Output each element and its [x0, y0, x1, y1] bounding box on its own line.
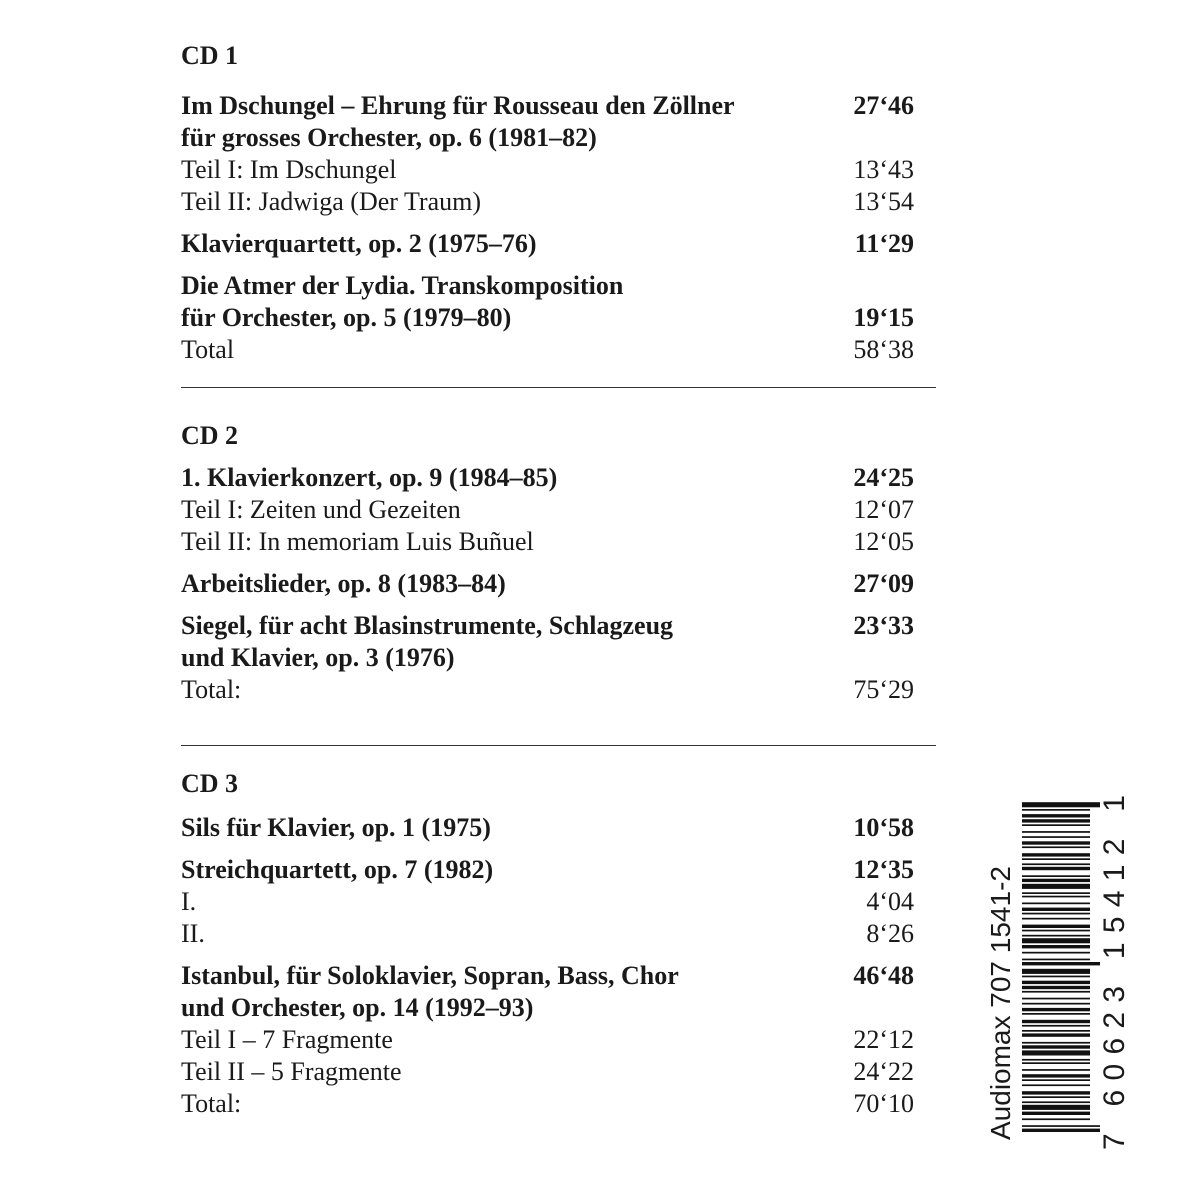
- work-duration: 11‘29: [854, 229, 914, 258]
- barcode-bar: [1022, 1079, 1090, 1081]
- barcode-bar: [1022, 809, 1090, 811]
- divider: [181, 387, 936, 388]
- barcode-bar: [1022, 879, 1090, 882]
- barcode-bar: [1022, 1105, 1090, 1110]
- barcode: [982, 790, 1132, 1150]
- cd-title: CD 3: [181, 769, 239, 798]
- barcode-bar: [1022, 884, 1090, 889]
- barcode-bar: [1022, 1020, 1090, 1023]
- work-duration: 19‘15: [853, 303, 914, 332]
- work-title: Klavierquartett, op. 2 (1975–76) 11‘29: [181, 229, 914, 258]
- barcode-bar: [1022, 814, 1090, 817]
- cd-1-section: [181, 40, 914, 366]
- work-duration: 10‘58: [853, 813, 914, 842]
- work-duration: 12‘35: [853, 855, 914, 884]
- movement: Teil I: Im Dschungel 13‘43: [181, 155, 914, 184]
- work-duration: 46‘48: [853, 961, 914, 990]
- movement: Teil I: Zeiten und Gezeiten 12‘07: [181, 495, 914, 524]
- barcode-bar: [1022, 1059, 1090, 1061]
- barcode-bar: [1022, 925, 1090, 928]
- work-title: Siegel, für acht Blasinstrumente, Schlagzeug und Klavier, op. 3 (1976) 23‘33: [181, 611, 914, 672]
- movement: Teil II – 5 Fragmente 24‘22: [181, 1057, 914, 1086]
- barcode-bar: [1022, 976, 1090, 978]
- barcode-bar: [1022, 1118, 1090, 1120]
- barcode-bar: [1022, 802, 1100, 807]
- barcode-bar: [1022, 1030, 1090, 1032]
- barcode-bar: [1022, 981, 1090, 984]
- barcode-bar: [1022, 1013, 1090, 1015]
- barcode-bar: [1022, 892, 1090, 894]
- barcode-bar: [1022, 1003, 1090, 1005]
- work-title: Streichquartett, op. 7 (1982) 12‘35: [181, 855, 914, 884]
- barcode-bar: [1022, 1112, 1090, 1115]
- barcode-bar: [1022, 875, 1090, 877]
- work-duration: 23‘33: [853, 611, 914, 640]
- cd-2-section: [181, 420, 914, 706]
- barcode-bar: [1022, 959, 1090, 961]
- barcode-bar: [1022, 1125, 1100, 1127]
- barcode-bar: [1022, 831, 1090, 833]
- total-row: Total: 70‘10: [181, 1089, 914, 1118]
- barcode-digits: 7 60623 15412 1: [1098, 795, 1131, 1150]
- barcode-bar: [1022, 1096, 1090, 1098]
- barcode-bar: [1022, 1062, 1090, 1064]
- barcode-bar: [1022, 841, 1090, 844]
- barcode-bar: [1022, 896, 1090, 898]
- divider: [181, 745, 936, 746]
- barcode-bar: [1022, 945, 1090, 948]
- movement: Teil II: In memoriam Luis Buñuel 12‘05: [181, 527, 914, 556]
- barcode-bar: [1022, 1091, 1090, 1094]
- barcode-bar: [1022, 935, 1090, 937]
- barcode-bar: [1022, 969, 1090, 974]
- barcode-graphic: [982, 790, 1132, 1150]
- barcode-bar: [1022, 998, 1090, 1000]
- barcode-bar: [1022, 1008, 1090, 1011]
- barcode-bar: [1022, 991, 1090, 993]
- movement: I. 4‘04: [181, 887, 914, 916]
- work-title: Istanbul, für Soloklavier, Sopran, Bass, Chor und Orchester, op. 14 (1992–93) 46‘48: [181, 961, 914, 1022]
- work-title: Arbeitslieder, op. 8 (1983–84) 27‘09: [181, 569, 914, 598]
- movement: Teil II: Jadwiga (Der Traum) 13‘54: [181, 187, 914, 216]
- barcode-bar: [1022, 1129, 1100, 1132]
- work-duration: 27‘46: [853, 91, 914, 120]
- total-row: Total: 75‘29: [181, 675, 914, 704]
- work-title: Im Dschungel – Ehrung für Rousseau den Zöllner für grosses Orchester, op. 6 (1981–82) 27‘46: [181, 91, 914, 152]
- total-row: Total 58‘38: [181, 335, 914, 364]
- barcode-bar: [1022, 903, 1090, 905]
- cd-title: CD 2: [181, 421, 239, 450]
- work-title: 1. Klavierkonzert, op. 9 (1984–85) 24‘25: [181, 463, 914, 492]
- cd-3-section: [181, 768, 914, 1120]
- barcode-bar: [1022, 1074, 1090, 1077]
- barcode-bar: [1022, 1025, 1090, 1027]
- movement: II. 8‘26: [181, 919, 914, 948]
- barcode-bar: [1022, 1084, 1090, 1086]
- work-title: Die Atmer der Lydia. Transkomposition für Orchester, op. 5 (1979–80) 19‘15: [181, 271, 914, 332]
- barcode-bar: [1022, 846, 1090, 848]
- movement: Teil I – 7 Fragmente 22‘12: [181, 1025, 914, 1054]
- cd-title: CD 1: [181, 41, 239, 70]
- work-duration: 27‘09: [853, 569, 914, 598]
- barcode-bar: [1022, 863, 1090, 865]
- work-title: Sils für Klavier, op. 1 (1975) 10‘58: [181, 813, 914, 842]
- work-duration: 24‘25: [853, 463, 914, 492]
- barcode-bar: [1022, 1042, 1090, 1044]
- barcode-bar: [1022, 1069, 1090, 1071]
- barcode-bar: [1022, 867, 1090, 870]
- barcode-bar: [1022, 824, 1090, 826]
- barcode-bar: [1022, 918, 1090, 920]
- barcode-bar: [1022, 908, 1090, 911]
- barcode-bar: [1022, 938, 1090, 943]
- barcode-bar: [1022, 858, 1090, 860]
- barcode-bar: [1022, 836, 1090, 838]
- barcode-bar: [1022, 986, 1090, 989]
- barcode-bar: [1022, 952, 1090, 954]
- barcode-bar: [1022, 930, 1090, 932]
- barcode-bar: [1022, 819, 1090, 822]
- barcode-bar: [1022, 1045, 1090, 1048]
- barcode-bars: [1022, 802, 1100, 1132]
- barcode-bar: [1022, 1050, 1090, 1055]
- barcode-bar: [1022, 1033, 1090, 1036]
- barcode-bar: [1022, 1101, 1090, 1103]
- catalog-number: Audiomax 707 1541-2: [985, 866, 1016, 1140]
- barcode-bar: [1022, 962, 1100, 965]
- barcode-bar: [1022, 913, 1090, 915]
- barcode-bar: [1022, 853, 1090, 856]
